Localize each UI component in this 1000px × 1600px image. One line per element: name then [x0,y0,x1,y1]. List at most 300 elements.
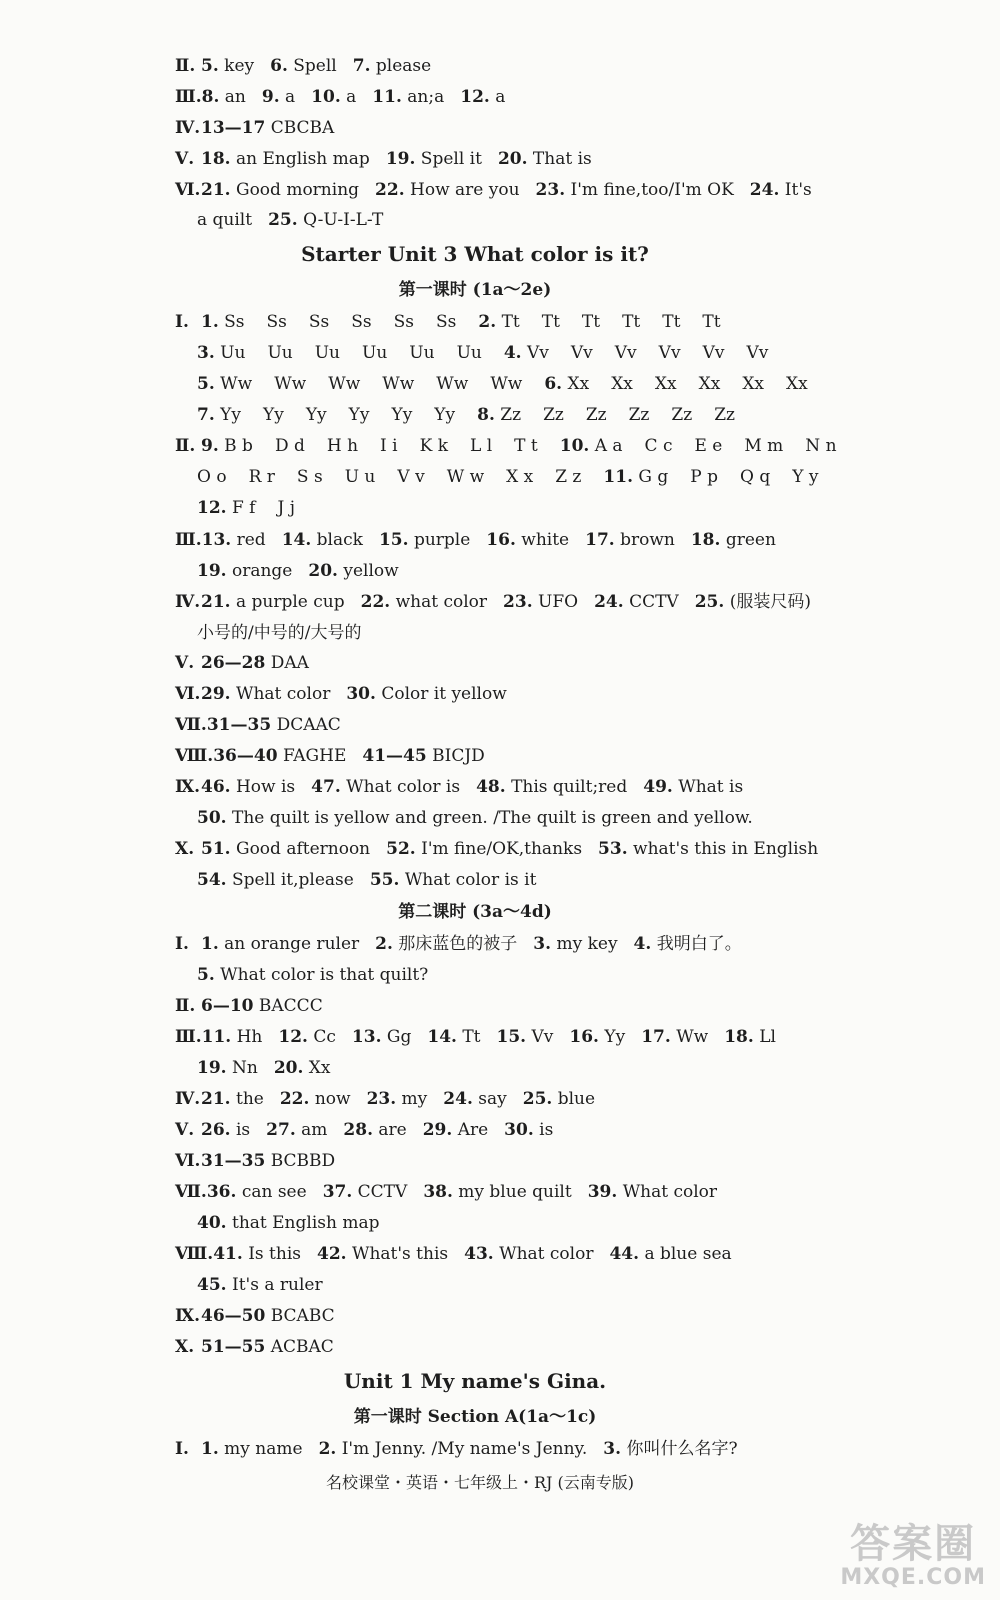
answer-item [301,242,649,266]
item-text: That is [532,149,592,169]
item-text: BCABC [270,1306,335,1326]
watermark-site: MXQE.COM [840,1565,986,1590]
item-text: E e [694,436,723,456]
answer-line [175,591,811,613]
item-text: Vv [614,343,637,363]
item-number: 2. [375,934,393,954]
answer-item [504,343,549,363]
item-text: Q q [740,467,771,487]
answer-item [306,405,327,425]
item-text: DAA [270,653,309,673]
item-number: 51. [201,839,231,859]
roman-numeral: Ⅷ. [175,1244,214,1264]
roman-numeral: Ⅵ. [175,1151,201,1171]
item-number: 39. [587,1182,618,1202]
item-number: 13. [351,1027,382,1047]
answer-item [603,1439,737,1459]
roman-numeral: Ⅳ. [175,118,201,138]
item-text: K k [419,436,449,456]
item-text: Uu [267,343,293,363]
item-text: Hh [236,1027,263,1047]
item-text: Color it yellow [381,684,507,704]
item-text: Ww [274,374,307,394]
answer-item [662,312,680,332]
item-text: What is [678,777,744,797]
lesson-heading [399,279,552,301]
item-text: Xx [742,374,765,394]
item-text: Yy [262,405,284,425]
roman-numeral: Ⅴ. [175,149,195,169]
item-text: the [235,1089,264,1109]
item-number: 9. [261,87,280,107]
item-text: Tt [541,312,560,332]
item-number: 4. [633,934,652,954]
answer-item [615,343,637,363]
answer-item [523,1089,595,1109]
answer-item [201,1306,335,1326]
item-number: 5. [201,56,219,76]
item-number: 22. [279,1089,310,1109]
item-number: 20. [308,561,338,581]
item-number: 16. [486,530,516,550]
item-number: 48. [476,777,506,797]
answer-item [560,436,623,456]
item-text: Vv [527,343,549,363]
item-number: 22. [375,180,405,200]
answer-line [175,55,431,77]
answer-item [280,1089,351,1109]
item-number: 9. [201,436,219,456]
answer-item [202,1027,263,1047]
answer-item [201,1120,250,1140]
item-text: How is [235,777,296,797]
answer-item [274,374,306,394]
answer-line [197,209,383,231]
item-number: 12. [460,87,490,107]
answer-item [201,118,334,138]
item-text: a purple cup [235,592,345,612]
item-number: 21. [201,592,231,612]
answer-item [326,1473,634,1492]
answer-item [354,1407,597,1427]
answer-item [394,312,414,332]
answer-item [436,312,456,332]
answer-item [659,343,681,363]
answer-item [207,715,341,735]
item-text: Tt [622,312,641,332]
item-number: 11. [372,87,402,107]
item-text: key [224,56,255,76]
answer-item [197,561,292,581]
answer-item [201,1151,335,1171]
item-number: 23. [366,1089,397,1109]
answer-item [634,934,742,954]
answer-item [197,623,361,643]
item-number: 6. [544,374,563,394]
answer-item [274,1058,331,1078]
item-number: 13. [201,530,232,550]
item-text: blue [557,1089,596,1109]
answer-item [197,1275,323,1295]
item-text: BACCC [258,996,323,1016]
watermark [840,1522,986,1590]
answer-line [175,714,341,736]
item-text: my [401,1089,428,1109]
answer-item [460,87,505,107]
item-number: 3. [533,934,552,954]
item-text: I i [380,436,398,456]
answer-item [470,436,492,456]
section-heading [301,243,649,265]
item-number: 36. [206,1182,237,1202]
answer-item [379,530,470,550]
item-text: What color is [346,777,461,797]
item-text: Starter Unit 3 What color is it? [301,242,649,266]
answer-line [197,466,840,488]
answer-item [380,436,398,456]
item-number: 17. [641,1027,671,1047]
item-text: 你叫什么名字? [626,1439,738,1459]
item-text: Yy [391,405,413,425]
answer-item [420,436,448,456]
item-text: Ss [436,312,457,332]
item-number: 1. [201,1439,219,1459]
answer-item [543,405,564,425]
item-number: 16. [569,1027,599,1047]
lesson-heading [398,901,552,923]
answer-line [197,1057,331,1079]
item-text: my blue quilt [458,1182,572,1202]
answer-item [486,530,569,550]
answer-item [201,592,345,612]
item-number: 10. [311,87,341,107]
section-heading [344,1370,606,1392]
item-number: 8. [201,87,220,107]
item-text: D d [274,436,305,456]
item-number: 3. [603,1439,622,1459]
item-text: an English map [235,149,370,169]
item-text: U u [344,467,376,487]
answer-item [275,436,305,456]
item-number: 17. [585,530,615,550]
item-text: Zz [714,405,735,425]
answer-item [267,343,292,363]
item-text: Uu [456,343,482,363]
watermark-logo: 答案圈 [850,1521,977,1567]
item-text: Spell [293,56,337,76]
item-text: G g [638,467,669,487]
item-text: Ww [676,1027,709,1047]
roman-numeral: Ⅸ. [175,777,201,797]
answer-item [409,343,434,363]
item-text: J j [277,498,295,518]
answer-line [175,148,592,170]
answer-item [423,1120,488,1140]
item-text: Nn [231,1058,258,1078]
item-number: 26—28 [201,653,266,673]
item-text: white [521,530,570,550]
answer-line [175,652,309,674]
answer-item [278,1027,336,1047]
answer-item [263,405,284,425]
item-text: yellow [343,561,399,581]
item-text: my key [556,934,618,954]
answer-item [805,436,836,456]
page-footer [326,1472,634,1494]
item-text: B b [224,436,253,456]
answer-item [323,1182,408,1202]
item-number: 18. [724,1027,754,1047]
answer-item [702,312,720,332]
item-text: Unit 1 My name's Gina. [343,1369,607,1393]
item-text: CCTV [629,592,679,612]
roman-numeral: Ⅹ. [175,839,195,859]
item-number: 5. [197,374,215,394]
item-number: 4. [503,343,522,363]
answer-item [457,343,482,363]
roman-numeral: Ⅲ. [175,1027,202,1047]
item-text: Ww [328,374,361,394]
item-text: 第一课时 Section A(1a～1c) [353,1407,597,1427]
roman-numeral: Ⅶ. [175,715,207,735]
answer-line [175,117,334,139]
item-text: T t [514,436,538,456]
answer-item [490,374,522,394]
item-number: 44. [609,1244,640,1264]
roman-numeral: Ⅲ. [175,87,202,107]
roman-numeral: Ⅱ. [175,436,196,456]
answer-item [477,405,521,425]
item-text: DCAAC [276,715,341,735]
item-text: It's a ruler [231,1275,323,1295]
item-number: 23. [535,180,566,200]
answer-item [476,777,627,797]
item-text: Is this [248,1244,301,1264]
answer-item [536,180,734,200]
answer-line [175,529,776,551]
answer-item [343,1120,406,1140]
item-text: 我明白了。 [656,934,742,954]
item-number: 21. [201,1089,231,1109]
answer-item [478,312,519,332]
answer-line [197,869,536,891]
item-text: Good afternoon [235,839,371,859]
item-number: 3. [197,343,215,363]
item-text: CBCBA [270,118,335,138]
item-text: I'm fine/OK,thanks [421,839,583,859]
answer-item [671,405,692,425]
item-text: Yy [434,405,456,425]
item-number: 46. [201,777,231,797]
item-number: 54. [197,870,227,890]
item-number: 43. [464,1244,494,1264]
answer-item [197,1058,258,1078]
answer-item [197,467,227,487]
answer-item [447,467,484,487]
answer-item [201,996,323,1016]
item-text: Tt [662,312,681,332]
item-text: that English map [231,1213,380,1233]
answer-item [201,777,295,797]
item-text: I'm Jenny. /My name's Jenny. [341,1439,588,1459]
answer-item [398,902,552,922]
roman-numeral: Ⅷ. [175,746,214,766]
item-text: Tt [462,1027,481,1047]
answer-item [262,87,295,107]
answer-item [315,343,340,363]
answer-item [585,530,675,550]
item-text: Zz [500,405,522,425]
item-number: 37. [322,1182,353,1202]
item-number: 7. [352,56,371,76]
item-text: H h [326,436,359,456]
item-number: 52. [386,839,416,859]
roman-numeral: Ⅴ. [175,1120,195,1140]
item-text: P p [690,467,718,487]
answer-item [367,1089,428,1109]
item-number: 2. [318,1439,337,1459]
item-text: Yy [604,1027,626,1047]
item-number: 19. [385,149,416,169]
answer-item [423,1182,571,1202]
item-text: Uu [409,343,435,363]
item-text: Uu [362,343,388,363]
item-number: 49. [643,777,673,797]
roman-numeral: Ⅰ. [175,312,189,332]
item-text: Spell it,please [231,870,354,890]
answer-item [277,498,295,518]
answer-item [213,1244,301,1264]
answer-item [201,56,254,76]
item-number: 20. [273,1058,304,1078]
item-text: purple [413,530,471,550]
item-number: 25. [522,1089,553,1109]
item-number: 19. [197,561,227,581]
roman-numeral: Ⅳ. [175,592,201,612]
item-number: 25. [268,210,298,230]
answer-line [175,1119,553,1141]
item-text: X x [506,467,534,487]
answer-line [197,964,428,986]
item-text: What color [499,1244,594,1264]
answer-line [175,1336,334,1358]
item-text: Xx [654,374,677,394]
item-number: 22. [360,592,391,612]
item-number: 12. [278,1027,308,1047]
item-text: orange [231,561,293,581]
answer-line [175,86,505,108]
answer-item [372,87,444,107]
item-text: The quilt is yellow and green. /The quilt is green and yellow. [231,808,753,828]
item-text: This quilt;red [511,777,628,797]
answer-line [175,435,859,457]
answer-item [714,405,735,425]
answer-item [724,1027,776,1047]
item-text: a quilt [197,210,253,230]
item-text: How are you [410,180,520,200]
item-text: What color [235,684,331,704]
item-text: Ss [224,312,245,332]
answer-item [742,374,764,394]
answer-line [175,776,743,798]
answer-item [249,467,275,487]
item-number: 20. [497,149,528,169]
item-text: L l [470,436,493,456]
item-number: 31—35 [206,715,272,735]
answer-item [375,934,517,954]
answer-item [641,1027,708,1047]
answer-line [197,560,399,582]
item-number: 28. [343,1120,373,1140]
answer-item [694,436,722,456]
answer-item [695,592,811,612]
item-text: Tt [581,312,601,332]
answer-line [175,1026,776,1048]
answer-line [175,745,485,767]
item-text: a [346,87,357,107]
answer-line [197,807,753,829]
answer-item [201,684,330,704]
item-number: 11. [603,467,633,487]
lesson-heading [354,1406,597,1428]
item-text: (服装尺码) [729,592,811,612]
roman-numeral: Ⅱ. [175,56,196,76]
answer-item [504,1120,553,1140]
item-text: FAGHE [282,746,347,766]
item-text: Yy [348,405,370,425]
item-text: N n [805,436,837,456]
item-text: What color is that quilt? [220,965,429,985]
item-number: 14. [281,530,312,550]
item-number: 55. [369,870,400,890]
answer-item [690,467,718,487]
item-number: 8. [477,405,495,425]
answer-item [197,210,252,230]
item-text: V v [397,467,425,487]
answer-item [691,530,776,550]
item-text: Ss [308,312,330,332]
answer-item [344,1369,606,1393]
item-text: Ww [436,374,469,394]
item-text: Cc [313,1027,336,1047]
item-text: Uu [220,343,246,363]
answer-line [175,1438,738,1460]
answer-item [569,1027,625,1047]
answer-item [197,808,753,828]
item-text: ACBAC [270,1337,334,1357]
answer-item [345,467,376,487]
item-text: 小号的/中号的/大号的 [197,623,362,643]
item-number: 18. [690,530,721,550]
answer-item [582,312,600,332]
answer-line [197,404,757,426]
answer-item [397,467,424,487]
answer-item [427,1027,480,1047]
item-text: What's this [351,1244,449,1264]
item-text: is [539,1120,554,1140]
item-number: 46—50 [201,1306,266,1326]
item-number: 53. [598,839,628,859]
answer-item [498,149,592,169]
item-text: Ss [351,312,372,332]
item-text: It's [784,180,812,200]
answer-item [353,56,431,76]
item-text: Zz [628,405,650,425]
answer-line [197,1274,323,1296]
answer-item [201,1337,334,1357]
item-number: 41. [213,1244,243,1264]
item-number: 6—10 [201,996,254,1016]
